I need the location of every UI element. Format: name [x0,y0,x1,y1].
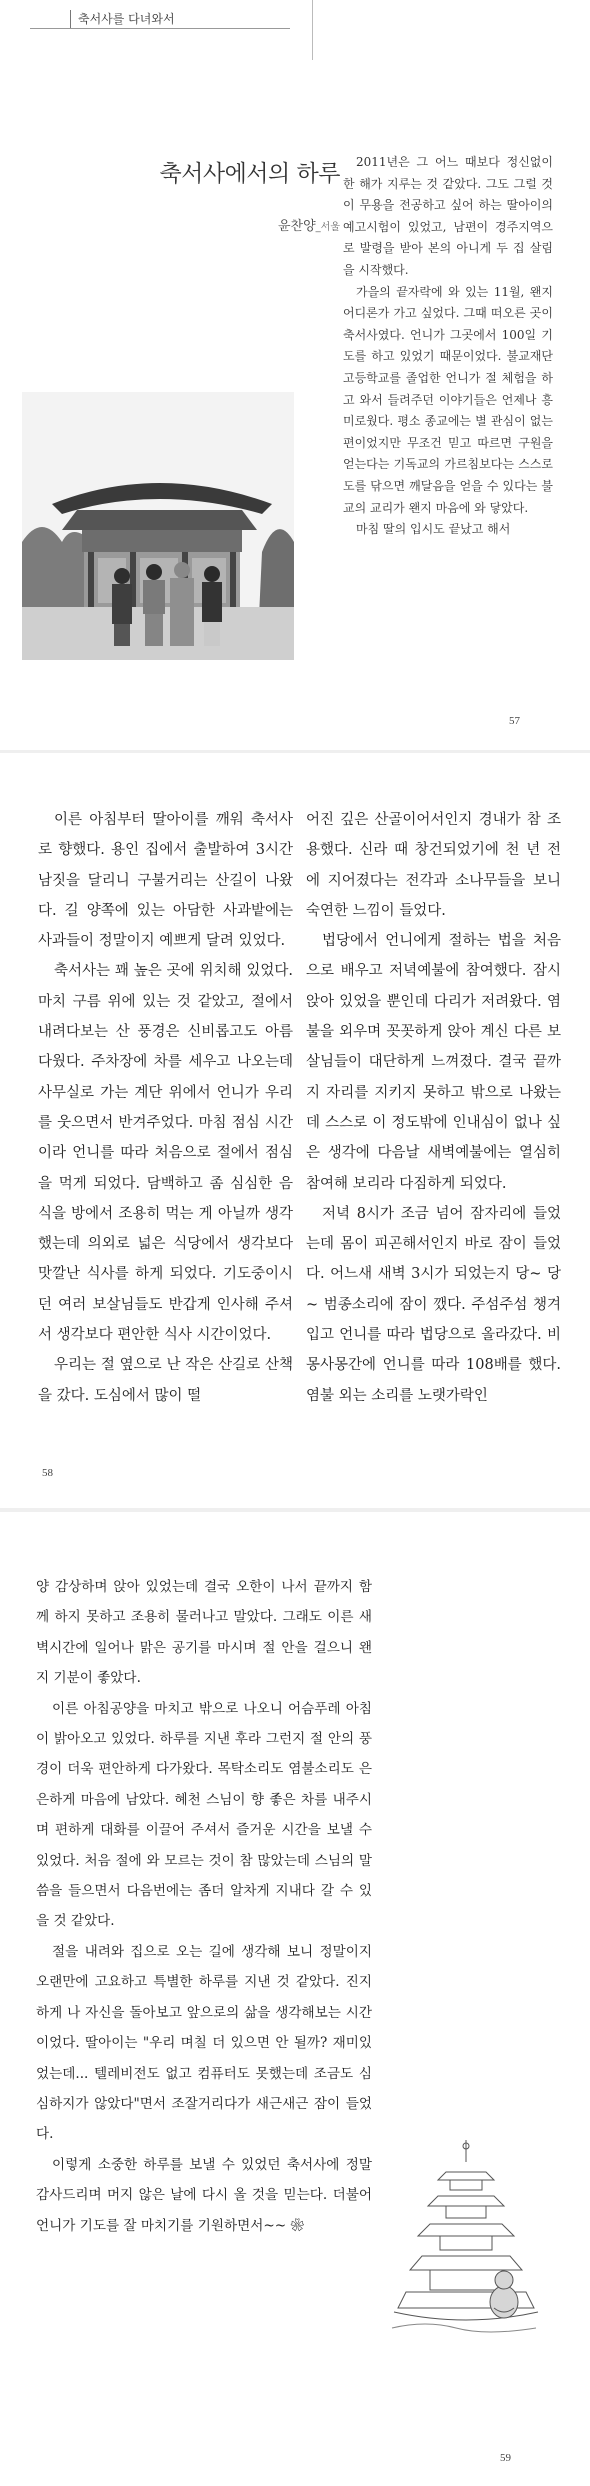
section-header-divider [70,10,71,28]
pagoda-monk-illustration [386,2132,546,2342]
paragraph [36,2150,372,2241]
paragraph: 가을의 끝자락에 와 있는 11월, 왠지 어디론가 가고 싶었다. 그때 떠오른 곳이 축서사였다. 언니가 그곳에서 100일 기도를 하고 있었기 때문이었다. 불교재단 고등학교를 졸업한 언니가 절 체험을 하고 와서 들려주던 이야기들은 언제나 흥미로웠다. 평소 종교에는 별 관심이 없는 편이었지만 무조건 믿고 따르면 구원을 얻는다는 기독교의 가르침보다는 스스로 도를 닦으면 깨달음을 얻을 수 있다는 불교의 교리가 왠지 마음에 와 닿았다. [343,284,553,515]
page-59 [0,1512,590,2486]
paragraph: 이른 아침공양을 마치고 밖으로 나오니 어슴푸레 아침이 밝아오고 있었다. 하루를 지낸 후라 그런지 절 안의 풍경이 더욱 편안하게 다가왔다. 목탁소리도 염불소리도 은은하게 마음에 남았다. 혜천 스님이 향 좋은 차를 내주시며 편하게 대화를 이끌어 주셔서 즐거운 시간을 보낼 수 있었다. 처음 절에 와 모르는 것이 참 많았는데 스님의 말씀을 들으면서 다음번에는 좀더 알차게 지내다 갈 수 있을 것 같았다. [36,1700,372,1930]
paragraph: 마침 딸의 입시도 끝났고 해서 [356,522,511,537]
page-59-column [36,1572,372,2241]
paragraph: 법당에서 언니에게 절하는 법을 처음으로 배우고 저녁예불에 참여했다. 잠시 앉아 있었을 뿐인데 다리가 저려왔다. 염불을 외우며 꼿꼿하게 앉아 계신 다른 보살님들이 대단하게 느껴졌다. 결국 끝까지 자리를 지키지 못하고 밖으로 나왔는데 스스로 이 정도밖에 인내심이 없나 싶은 생각에 다음날 새벽예불에는 열심히 참여해 보리라 다짐하게 되었다. [306,933,561,1192]
temple-group-photo [22,392,294,660]
paragraph: 이른 아침부터 딸아이를 깨워 축서사로 향했다. 용인 집에서 출발하여 3시간 남짓을 달리니 구불거리는 산길이 나왔다. 길 양쪽에 있는 아담한 사과밭에는 사과들이 정말이지 예쁘게 달려 있었다. [38,812,293,950]
author-name: 윤찬양 [277,219,316,234]
page-57-column [343,152,553,541]
section-header-text: 축서사를 다녀와서 [78,12,175,26]
page-58 [0,753,590,1512]
author-byline: 윤찬양_서울 [277,219,340,234]
paragraph: 축서사는 꽤 높은 곳에 위치해 있었다. 마치 구름 위에 있는 것 같았고, 절에서 내려다보는 산 풍경은 신비롭고도 아름다웠다. 주차장에 차를 세우고 나오는데 사무실로 가는 계단 위에서 언니가 우리를 웃으면서 반겨주었다. 마침 점심 시간이라 언니를 따라 처음으로 절에서 점심을 먹게 되었다. 담백하고 좀 심심한 음식을 방에서 조용히 먹는 게 아닐까 생각했는데 의외로 넓은 식당에서 생각보다 맛깔난 식사를 하게 되었다. 기도중이시던 여러 보살님들도 반갑게 인사해 주셔서 생각보다 편안한 식사 시간이었다. [38,963,293,1344]
page-number: 59 [500,2452,511,2464]
article-title: 축서사에서의 하루 [159,161,340,187]
paragraph: 절을 내려와 집으로 오는 길에 생각해 보니 정말이지 오랜만에 고요하고 특별한 하루를 지낸 것 같았다. 진지하게 나 자신을 돌아보고 앞으로의 삶을 생각해보는 시간이었다. 딸아이는 "우리 며칠 더 있으면 안 될까? 재미있었는데... 텔레비전도 없고 컴퓨터도 못했는데 조금도 심심하지가 않았다"면서 조잘거리다가 새근새근 잠이 들었다. [36,1943,372,2143]
page-number: 58 [42,1467,53,1479]
paragraph: 어진 깊은 산골이어서인지 경내가 참 조용했다. 신라 때 창건되었기에 천 년 전에 지어졌다는 전각과 소나무들을 보니 숙연한 느낌이 들었다. [306,812,561,919]
header-rule [312,0,313,60]
end-mark: ❀ [290,2217,305,2234]
page-58-left-column [38,805,293,1411]
page-58-right-column [306,805,561,1411]
section-header [30,0,290,29]
paragraph: 우리는 절 옆으로 난 작은 산길로 산책을 갔다. 도심에서 많이 떨 [38,1357,293,1404]
page-number: 57 [509,715,520,727]
paragraph-text: 이렇게 소중한 하루를 보낼 수 있었던 축서사에 정말 감사드리며 머지 않은 날에 다시 올 것을 믿는다. 더불어 언니가 기도를 잘 마치기를 기원하면서~~ [36,2156,372,2234]
page-57 [0,0,590,753]
paragraph: 양 감상하며 앉아 있었는데 결국 오한이 나서 끝까지 함께 하지 못하고 조용히 물러나고 말았다. 그래도 이른 새벽시간에 일어나 맑은 공기를 마시며 절 안을 걸으니 왠지 기분이 좋았다. [36,1579,372,1687]
paragraph: 저녁 8시가 조금 넘어 잠자리에 들었는데 몸이 피곤해서인지 바로 잠이 들었다. 어느새 새벽 3시가 되었는지 당~ 당~ 범종소리에 잠이 깼다. 주섬주섬 챙겨 입고 언니를 따라 법당으로 올라갔다. 비몽사몽간에 언니를 따라 108배를 했다. 염불 외는 소리를 노랫가락인 [306,1205,561,1404]
author-location: 서울 [320,222,340,233]
paragraph: 2011년은 그 어느 때보다 정신없이 한 해가 지루는 것 같았다. 그도 그럴 것이 무용을 전공하고 싶어 하는 딸아이의 예고시험이 있었고, 남편이 경주지역으로 발령을 받아 본의 아니게 두 집 살림을 시작했다. [343,155,553,277]
